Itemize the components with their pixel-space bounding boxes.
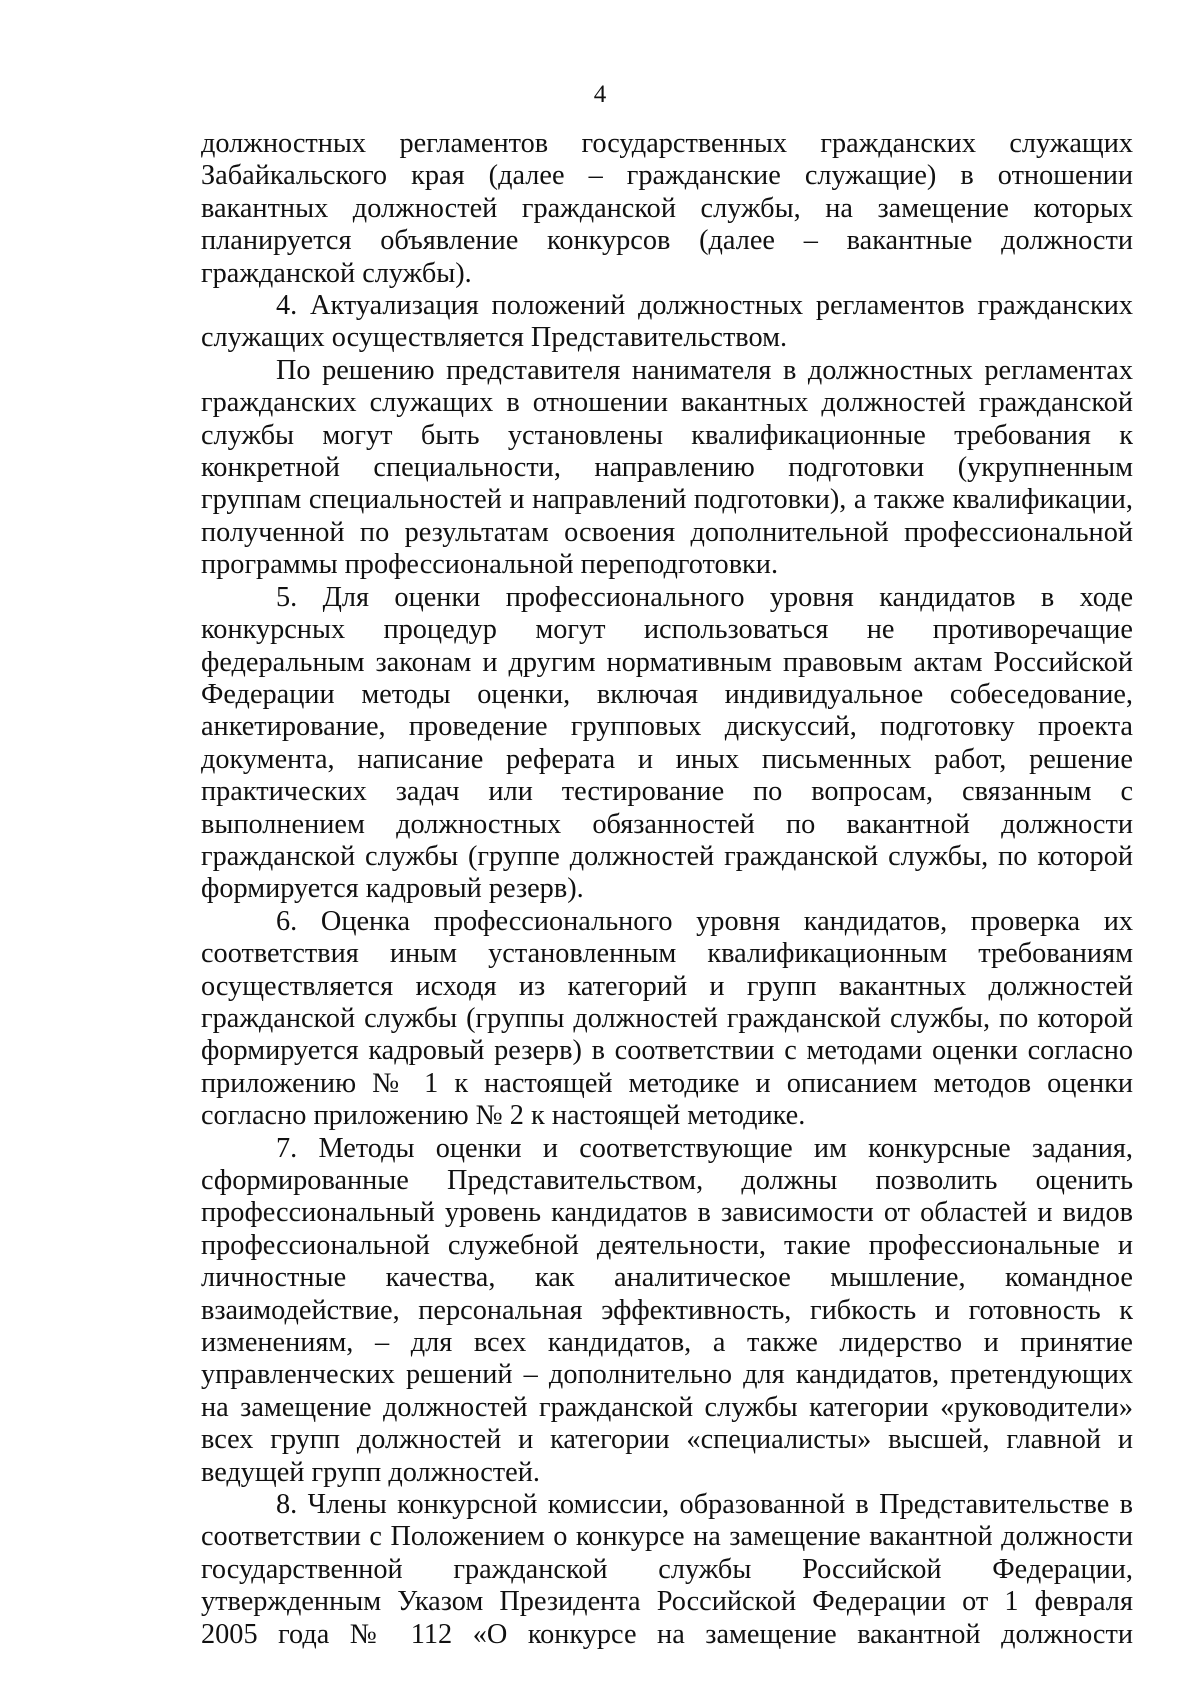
paragraph-item-4: 4. Актуализация положений должностных регламентов гражданских служащих осуществляется Представительством. xyxy=(201,290,1133,354)
document-body xyxy=(201,128,1133,1651)
paragraph-item-5: 5. Для оценки профессионального уровня кандидатов в ходе конкурсных процедур могут использоваться не противоречащие федеральным законам и другим нормативным правовым актам Российской Федерации методы оценки, включая индивидуальное собеседование, анкетирование, проведение групповых дискуссий, подготовку проекта документа, написание реферата и иных письменных работ, решение практических задач или тестирование по вопросам, связанным с выполнением должностных обязанностей по вакантной должности гражданской службы (группе должностей гражданской службы, по которой формируется кадровый резерв). xyxy=(201,581,1133,905)
paragraph-item-6: 6. Оценка профессионального уровня кандидатов, проверка их соответствия иным установленным квалификационным требованиям осуществляется исходя из категорий и групп вакантных должностей гражданской службы (группы должностей гражданской службы, по которой формируется кадровый резерв) в соответствии с методами оценки согласно приложению № 1 к настоящей методике и описанием методов оценки согласно приложению № 2 к настоящей методике. xyxy=(201,905,1133,1132)
page-number: 4 xyxy=(593,81,607,108)
paragraph-item-7: 7. Методы оценки и соответствующие им конкурсные задания, сформированные Представительством, должны позволить оценить профессиональный уровень кандидатов в зависимости от областей и видов профессиональной служебной деятельности, такие профессиональные и личностные качества, как аналитическое мышление, командное взаимодействие, персональная эффективность, гибкость и готовность к изменениям, – для всех кандидатов, а также лидерство и принятие управленческих решений – дополнительно для кандидатов, претендующих на замещение должностей гражданской службы категории «руководители» всех групп должностей и категории «специалисты» высшей, главной и ведущей групп должностей. xyxy=(201,1132,1133,1488)
paragraph-item-8: 8. Члены конкурсной комиссии, образованной в Представительстве в соответствии с Положением о конкурсе на замещение вакантной должности государственной гражданской службы Российской Федерации, утвержденным Указом Президента Российской Федерации от 1 февраля 2005 года № 112 «О конкурсе на замещение вакантной должности xyxy=(201,1489,1133,1650)
paragraph-item-4-decision: По решению представителя нанимателя в должностных регламентах гражданских служащих в отношении вакантных должностей гражданской службы могут быть установлены квалификационные требования к конкретной специальности, направлению подготовки (укрупненным группам специальностей и направлений подготовки), а также квалификации, полученной по результатам освоения дополнительной профессиональной программы профессиональной переподготовки. xyxy=(201,354,1133,581)
paragraph-continuation: должностных регламентов государственных гражданских служащих Забайкальского края (далее – гражданские служащие) в отношении вакантных должностей гражданской службы, на замещение которых планируется объявление конкурсов (далее – вакантные должности гражданской службы). xyxy=(201,128,1133,289)
